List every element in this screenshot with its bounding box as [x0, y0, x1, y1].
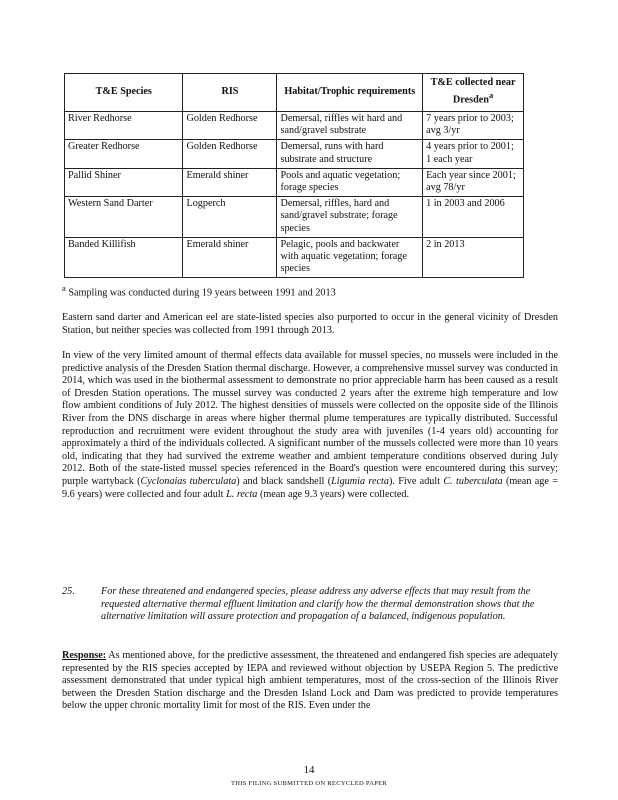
table-footnote	[62, 283, 336, 298]
mussel-text-a: In view of the very limited amount of thermal effects data available for mussel species, no mussels were included in the predictive analysis of the Dresden Station thermal discharge. However, a comprehensive mussel survey was conducted in 2014, which was used in the biothermal assessment to demonstrate no prior appreciable harm has been caused as a result of Dresden Station operations. The mussel survey was conducted 2 years after the extreme high temperature and low flow ambient conditions of July 2012. The highest densities of mussels were collected on the opposite side of the Illinois River from the DNS discharge in areas where higher thermal plume temperatures are typically distributed. Successful reproduction and recruitment were evident throughout the study area with juveniles (1-4 years old) accounting for approximately a third of the individuals collected. A significant number of the mussels collected were more than 10 years old, indicating that they had survived the extreme weather and ambient temperature conditions observed during July 2012. Both of the state-listed mussel species referenced in the Board's question were encountered during this survey; purple wartyback (	[62, 350, 558, 487]
table-header-row	[65, 74, 524, 112]
table-row	[65, 140, 524, 168]
table-cell: Logperch	[183, 197, 277, 238]
mussel-text-b: ) and black sandshell (	[236, 475, 332, 487]
table-cell: 4 years prior to 2001; 1 each year	[423, 140, 524, 168]
table-cell: Demersal, riffles, hard and sand/gravel substrate; forage species	[277, 197, 423, 238]
table-row	[65, 197, 524, 238]
header-habitat: Habitat/Trophic requirements	[277, 74, 423, 112]
paragraph-eastern-sand-darter: Eastern sand darter and American eel are state-listed species also purported to occur in the general vicinity of Dresden Station, but neither species was collected from 1991 through 2013.	[62, 312, 558, 336]
mussel-text-e: (mean age 9.3 years) were collected.	[257, 488, 409, 500]
response-paragraph	[62, 650, 558, 713]
table-cell: River Redhorse	[65, 112, 183, 140]
question-text: For these threatened and endangered species, please address any adverse effects that may result from the requested alternative thermal effluent limitation and clarify how the thermal demonstration shows that the alternative limitation will assure protection and propagation of a balanced, indigenous population.	[101, 586, 535, 623]
table-cell: Banded Killifish	[65, 237, 183, 278]
header-superscript: a	[488, 90, 494, 101]
table-cell: 1 in 2003 and 2006	[423, 197, 524, 238]
mussel-text-c: ). Five adult	[388, 475, 444, 487]
table-row	[65, 237, 524, 278]
table-cell: Emerald shiner	[183, 237, 277, 278]
page-footer: THIS FILING SUBMITTED ON RECYCLED PAPER	[230, 780, 388, 787]
table-cell: 2 in 2013	[423, 237, 524, 278]
table-cell: Demersal, riffles wit hard and sand/gravel substrate	[277, 112, 423, 140]
table-cell: Pallid Shiner	[65, 168, 183, 196]
header-ris: RIS	[183, 74, 277, 112]
response-text: As mentioned above, for the predictive assessment, the threatened and endangered fish species are adequately represented by the RIS species accepted by IEPA and reviewed without objection by USEPA Region 5. The predictive assessment demonstrated that under typical high ambient temperatures, most of the cross-section of the Illinois River between the Dresden Station discharge and the Dresden Island Lock and Dam was predicted to provide temperatures below the upper chronic mortality limit for most of the RIS. Even under the	[62, 650, 558, 712]
table-row	[65, 112, 524, 140]
table-cell: Golden Redhorse	[183, 112, 277, 140]
response-label: Response:	[62, 650, 107, 661]
footnote-marker: a	[62, 283, 66, 293]
table-cell: Demersal, runs with hard substrate and structure	[277, 140, 423, 168]
species-name: Cyclonaias tuberculata	[140, 475, 237, 487]
header-collected	[423, 74, 524, 112]
paragraph-mussel-survey	[62, 350, 558, 501]
table-cell: Golden Redhorse	[183, 140, 277, 168]
table-cell: Emerald shiner	[183, 168, 277, 196]
table-cell: Each year since 2001; avg 78/yr	[423, 168, 524, 196]
header-collected-text: T&E collected near Dresden	[430, 77, 516, 106]
table-cell: Pools and aquatic vegetation; forage species	[277, 168, 423, 196]
table-row	[65, 168, 524, 196]
species-name: L. recta	[226, 488, 258, 500]
table-cell: Pelagic, pools and backwater with aquatic vegetation; forage species	[277, 237, 423, 278]
species-table	[64, 73, 524, 278]
table-cell: 7 years prior to 2003; avg 3/yr	[423, 112, 524, 140]
footnote-text: Sampling was conducted during 19 years between 1991 and 2013	[68, 287, 336, 299]
species-name: Ligumia recta	[331, 475, 389, 487]
page-number: 14	[303, 764, 315, 776]
species-name: C. tuberculata	[443, 475, 503, 487]
table-cell: Western Sand Darter	[65, 197, 183, 238]
table-cell: Greater Redhorse	[65, 140, 183, 168]
question-number: 25.	[62, 586, 75, 597]
mussel-text-d: (mean age = 9.6 years) were collected and four adult	[62, 475, 558, 500]
header-species: T&E Species	[65, 74, 183, 112]
